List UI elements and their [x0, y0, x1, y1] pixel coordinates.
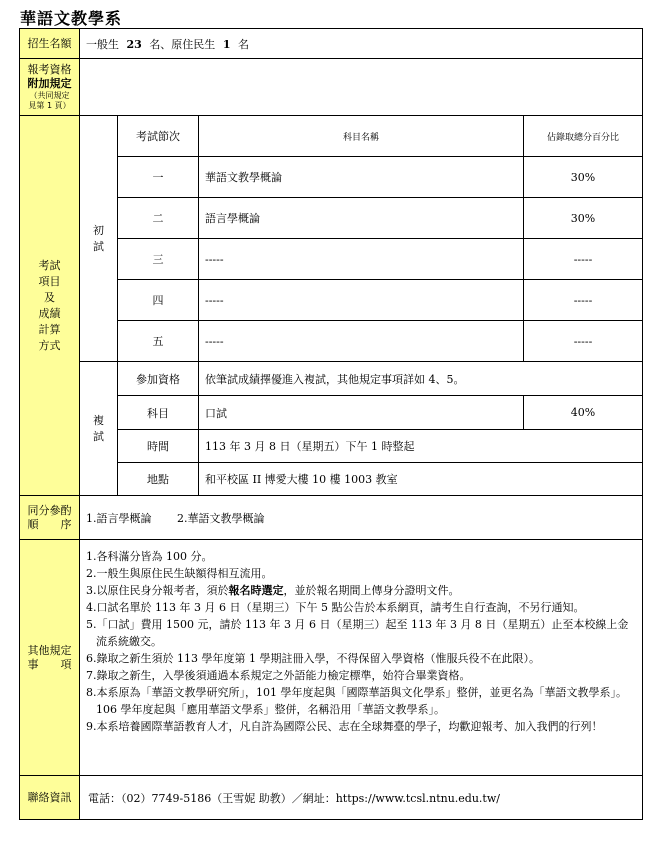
quota-row	[20, 29, 643, 59]
note-item: 1.各科滿分皆為 100 分。	[86, 550, 213, 563]
qualification-line3: （共同規定	[29, 91, 70, 100]
time-label: 時間	[118, 430, 199, 463]
note-3-head: 3.以原住民身分報考者，須於	[86, 584, 229, 597]
quota-value	[80, 29, 643, 59]
exam-label-1: 考試	[38, 258, 61, 272]
preliminary-label-1: 初	[93, 223, 104, 237]
other-notes	[80, 540, 643, 776]
note-item: 5.「口試」費用 1500 元，請於 113 年 3 月 6 日（星期三）起至 113 年 3 月 8 日（星期五）止至本校線上金流系統繳交。	[86, 618, 629, 648]
weight-cell: 30%	[524, 157, 643, 198]
note-item: 2.一般生與原住民生缺額得相互流用。	[86, 567, 273, 580]
quota-middle: 名、原住民生	[149, 37, 216, 51]
exam-label-5: 計算	[38, 322, 61, 336]
qualification-line1: 報考資格	[27, 63, 72, 76]
tie-label-line2: 順 序	[27, 517, 72, 531]
session-header: 考試節次	[118, 116, 199, 157]
tie-label	[20, 496, 80, 540]
subject-cell: -----	[199, 239, 524, 280]
tie-item-1: 1.語言學概論	[86, 511, 152, 525]
contact-value: 電話：（02）7749-5186（王雪妮 助教）／網址：https://www.tcsl.ntnu.edu.tw/	[80, 776, 643, 820]
note-3-bold: 報名時選定	[228, 584, 284, 597]
preliminary-label-2: 試	[93, 239, 104, 253]
general-count: 23	[126, 37, 142, 51]
second-label-2: 試	[93, 429, 104, 443]
weight-header: 佔錄取總分百分比	[524, 116, 643, 157]
weight-cell: -----	[524, 280, 643, 321]
quota-prefix: 一般生	[86, 37, 119, 51]
qualification-row	[20, 59, 643, 116]
session-cell: 二	[118, 198, 199, 239]
second-subject-label: 科目	[118, 396, 199, 430]
qualification-line2: 附加規定	[27, 77, 72, 90]
note-item: 6.錄取之新生須於 113 學年度第 1 學期註冊入學，不得保留入學資格（惟服兵役不在此限）。	[86, 652, 540, 665]
eligibility-value: 依筆試成績擇優進入複試，其他規定事項詳如 4、5。	[199, 362, 643, 396]
tie-value	[80, 496, 643, 540]
note-item: 7.錄取之新生，入學後須通過本系規定之外語能力檢定標準，始符合畢業資格。	[86, 669, 471, 682]
place-value: 和平校區 II 博愛大樓 10 樓 1003 教室	[199, 463, 643, 496]
weight-cell: -----	[524, 321, 643, 362]
subject-cell: 語言學概論	[199, 198, 524, 239]
note-3-tail: ，並於報名期間上傳身分證明文件。	[283, 584, 460, 597]
note-item	[86, 582, 636, 599]
qualification-label	[20, 59, 80, 116]
other-label-line1: 其他規定	[27, 643, 72, 657]
place-label: 地點	[118, 463, 199, 496]
second-label-1: 複	[93, 413, 104, 427]
tie-row	[20, 496, 643, 540]
other-label	[20, 540, 80, 776]
tie-item-2: 2.華語文教學概論	[177, 511, 265, 525]
time-value: 113 年 3 月 8 日（星期五）下午 1 時整起	[199, 430, 643, 463]
preliminary-label	[80, 116, 118, 362]
other-row	[20, 540, 643, 776]
session-cell: 四	[118, 280, 199, 321]
session-cell: 三	[118, 239, 199, 280]
subject-header: 科目名稱	[199, 116, 524, 157]
eligibility-label: 參加資格	[118, 362, 199, 396]
contact-label: 聯絡資訊	[20, 776, 80, 820]
other-label-line2: 事 項	[27, 657, 72, 671]
quota-suffix: 名	[237, 37, 249, 51]
subject-cell: -----	[199, 321, 524, 362]
admission-table	[19, 28, 643, 820]
session-cell: 五	[118, 321, 199, 362]
page-title: 華語文教學系	[20, 9, 123, 28]
second-eligibility-row	[20, 362, 643, 396]
exam-label-4: 成績	[38, 306, 61, 320]
second-subject-value: 口試	[199, 396, 524, 430]
note-item: 9.本系培養國際華語教育人才，凡自許為國際公民、志在全球舞臺的學子，均歡迎報考、加入我們的行列！	[86, 720, 603, 733]
subject-cell: -----	[199, 280, 524, 321]
exam-label	[20, 116, 80, 496]
exam-label-2: 項目	[38, 274, 61, 288]
weight-cell: -----	[524, 239, 643, 280]
contact-row	[20, 776, 643, 820]
indigenous-count: 1	[222, 37, 231, 51]
weight-cell: 30%	[524, 198, 643, 239]
note-item: 8.本系原為「華語文教學研究所」，101 學年度起與「國際華語與文化學系」整併，並更名為「華語文教學系」。106 學年度起與「應用華語文學系」整併，名稱沿用「華語文教學系」。	[86, 686, 627, 716]
second-label	[80, 362, 118, 496]
exam-label-6: 方式	[38, 338, 61, 352]
second-subject-weight: 40%	[524, 396, 643, 430]
note-item: 4.口試名單於 113 年 3 月 6 日（星期三）下午 5 點公告於本系網頁，請考生自行查詢，不另行通知。	[86, 601, 585, 614]
tie-label-line1: 同分參酌	[27, 503, 72, 517]
subject-cell: 華語文教學概論	[199, 157, 524, 198]
session-cell: 一	[118, 157, 199, 198]
exam-header-row	[20, 116, 643, 157]
exam-label-3: 及	[44, 290, 55, 304]
qualification-value	[80, 59, 643, 116]
qualification-line4: 見第 1 頁）	[28, 101, 71, 110]
quota-label: 招生名額	[20, 29, 80, 59]
